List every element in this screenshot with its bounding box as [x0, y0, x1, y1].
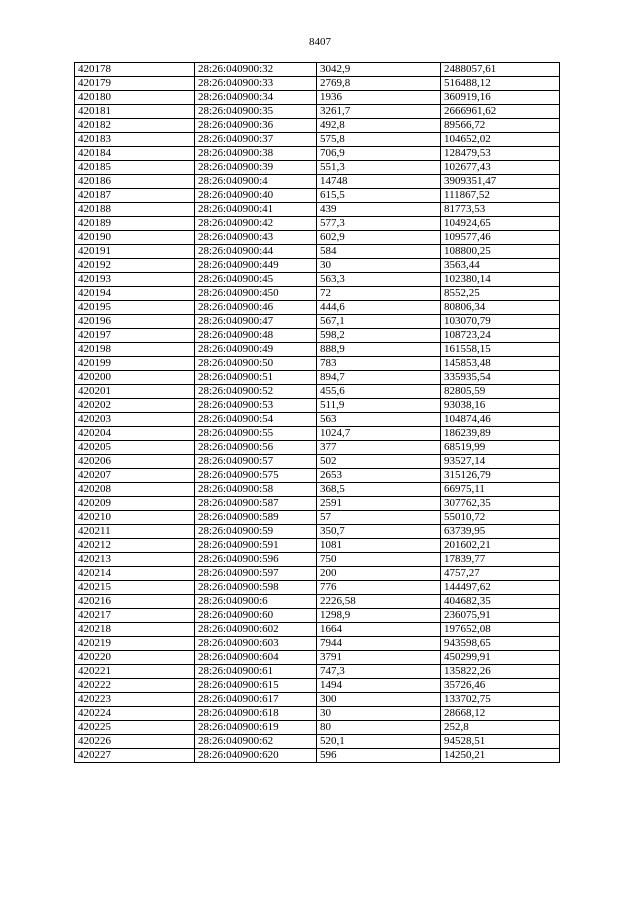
- table-row: [75, 343, 560, 357]
- value-cell: 14250,21: [441, 749, 560, 763]
- record-number-cell: 420179: [75, 77, 195, 91]
- area-cell: 350,7: [317, 525, 441, 539]
- area-cell: 575,8: [317, 133, 441, 147]
- area-cell: 80: [317, 721, 441, 735]
- cadastral-number-cell: 28:26:040900:46: [195, 301, 317, 315]
- cadastral-number-cell: 28:26:040900:54: [195, 413, 317, 427]
- value-cell: 360919,16: [441, 91, 560, 105]
- value-cell: 307762,35: [441, 497, 560, 511]
- record-number-cell: 420181: [75, 105, 195, 119]
- record-number-cell: 420200: [75, 371, 195, 385]
- table-row: [75, 721, 560, 735]
- area-cell: 615,5: [317, 189, 441, 203]
- area-cell: 776: [317, 581, 441, 595]
- table-row: [75, 259, 560, 273]
- table-row: [75, 735, 560, 749]
- value-cell: 111867,52: [441, 189, 560, 203]
- area-cell: 551,3: [317, 161, 441, 175]
- value-cell: 28668,12: [441, 707, 560, 721]
- record-number-cell: 420216: [75, 595, 195, 609]
- record-number-cell: 420226: [75, 735, 195, 749]
- cadastral-number-cell: 28:26:040900:57: [195, 455, 317, 469]
- area-cell: 783: [317, 357, 441, 371]
- cadastral-number-cell: 28:26:040900:587: [195, 497, 317, 511]
- value-cell: 66975,11: [441, 483, 560, 497]
- record-number-cell: 420195: [75, 301, 195, 315]
- area-cell: 598,2: [317, 329, 441, 343]
- value-cell: 103070,79: [441, 315, 560, 329]
- record-number-cell: 420209: [75, 497, 195, 511]
- cadastral-number-cell: 28:26:040900:58: [195, 483, 317, 497]
- value-cell: 2488057,61: [441, 63, 560, 77]
- value-cell: 108723,24: [441, 329, 560, 343]
- cadastral-number-cell: 28:26:040900:52: [195, 385, 317, 399]
- table-row: [75, 315, 560, 329]
- table-row: [75, 665, 560, 679]
- record-number-cell: 420180: [75, 91, 195, 105]
- record-number-cell: 420227: [75, 749, 195, 763]
- cadastral-number-cell: 28:26:040900:61: [195, 665, 317, 679]
- table-row: [75, 511, 560, 525]
- area-cell: 567,1: [317, 315, 441, 329]
- record-number-cell: 420202: [75, 399, 195, 413]
- value-cell: 81773,53: [441, 203, 560, 217]
- table-row: [75, 273, 560, 287]
- record-number-cell: 420221: [75, 665, 195, 679]
- area-cell: 520,1: [317, 735, 441, 749]
- record-number-cell: 420208: [75, 483, 195, 497]
- table-row: [75, 413, 560, 427]
- table-row: [75, 427, 560, 441]
- value-cell: 315126,79: [441, 469, 560, 483]
- cadastral-table: [74, 62, 560, 763]
- value-cell: 94528,51: [441, 735, 560, 749]
- cadastral-number-cell: 28:26:040900:60: [195, 609, 317, 623]
- area-cell: 368,5: [317, 483, 441, 497]
- record-number-cell: 420203: [75, 413, 195, 427]
- table-row: [75, 441, 560, 455]
- cadastral-number-cell: 28:26:040900:43: [195, 231, 317, 245]
- table-row: [75, 357, 560, 371]
- record-number-cell: 420178: [75, 63, 195, 77]
- record-number-cell: 420212: [75, 539, 195, 553]
- value-cell: 3563,44: [441, 259, 560, 273]
- area-cell: 577,3: [317, 217, 441, 231]
- table-row: [75, 371, 560, 385]
- value-cell: 161558,15: [441, 343, 560, 357]
- table-row: [75, 497, 560, 511]
- value-cell: 109577,46: [441, 231, 560, 245]
- table-row: [75, 245, 560, 259]
- table-row: [75, 329, 560, 343]
- area-cell: 377: [317, 441, 441, 455]
- cadastral-number-cell: 28:26:040900:45: [195, 273, 317, 287]
- cadastral-number-cell: 28:26:040900:51: [195, 371, 317, 385]
- value-cell: 145853,48: [441, 357, 560, 371]
- table-row: [75, 679, 560, 693]
- cadastral-number-cell: 28:26:040900:40: [195, 189, 317, 203]
- cadastral-number-cell: 28:26:040900:41: [195, 203, 317, 217]
- table-row: [75, 651, 560, 665]
- area-cell: 30: [317, 707, 441, 721]
- area-cell: 1024,7: [317, 427, 441, 441]
- table-row: [75, 623, 560, 637]
- cadastral-number-cell: 28:26:040900:44: [195, 245, 317, 259]
- table-body: [75, 63, 560, 763]
- area-cell: 439: [317, 203, 441, 217]
- area-cell: 2769,8: [317, 77, 441, 91]
- cadastral-number-cell: 28:26:040900:49: [195, 343, 317, 357]
- table-row: [75, 189, 560, 203]
- table-row: [75, 707, 560, 721]
- table-row: [75, 469, 560, 483]
- cadastral-number-cell: 28:26:040900:34: [195, 91, 317, 105]
- cadastral-number-cell: 28:26:040900:48: [195, 329, 317, 343]
- cadastral-number-cell: 28:26:040900:55: [195, 427, 317, 441]
- record-number-cell: 420186: [75, 175, 195, 189]
- area-cell: 1494: [317, 679, 441, 693]
- record-number-cell: 420213: [75, 553, 195, 567]
- record-number-cell: 420201: [75, 385, 195, 399]
- value-cell: 93527,14: [441, 455, 560, 469]
- table-row: [75, 581, 560, 595]
- table-row: [75, 693, 560, 707]
- value-cell: 35726,46: [441, 679, 560, 693]
- value-cell: 2666961,62: [441, 105, 560, 119]
- cadastral-number-cell: 28:26:040900:615: [195, 679, 317, 693]
- value-cell: 104652,02: [441, 133, 560, 147]
- record-number-cell: 420219: [75, 637, 195, 651]
- area-cell: 511,9: [317, 399, 441, 413]
- cadastral-number-cell: 28:26:040900:620: [195, 749, 317, 763]
- area-cell: 455,6: [317, 385, 441, 399]
- area-cell: 750: [317, 553, 441, 567]
- table-row: [75, 595, 560, 609]
- area-cell: 602,9: [317, 231, 441, 245]
- table-row: [75, 77, 560, 91]
- value-cell: 4757,27: [441, 567, 560, 581]
- table-row: [75, 147, 560, 161]
- cadastral-number-cell: 28:26:040900:596: [195, 553, 317, 567]
- record-number-cell: 420190: [75, 231, 195, 245]
- table-row: [75, 749, 560, 763]
- area-cell: 3261,7: [317, 105, 441, 119]
- cadastral-number-cell: 28:26:040900:33: [195, 77, 317, 91]
- table-row: [75, 483, 560, 497]
- record-number-cell: 420199: [75, 357, 195, 371]
- area-cell: 444,6: [317, 301, 441, 315]
- cadastral-number-cell: 28:26:040900:36: [195, 119, 317, 133]
- area-cell: 72: [317, 287, 441, 301]
- record-number-cell: 420194: [75, 287, 195, 301]
- record-number-cell: 420225: [75, 721, 195, 735]
- table-row: [75, 217, 560, 231]
- value-cell: 68519,99: [441, 441, 560, 455]
- record-number-cell: 420222: [75, 679, 195, 693]
- table-row: [75, 399, 560, 413]
- cadastral-number-cell: 28:26:040900:603: [195, 637, 317, 651]
- area-cell: 894,7: [317, 371, 441, 385]
- value-cell: 93038,16: [441, 399, 560, 413]
- cadastral-number-cell: 28:26:040900:53: [195, 399, 317, 413]
- table-row: [75, 161, 560, 175]
- area-cell: 706,9: [317, 147, 441, 161]
- cadastral-number-cell: 28:26:040900:619: [195, 721, 317, 735]
- cadastral-number-cell: 28:26:040900:38: [195, 147, 317, 161]
- area-cell: 3042,9: [317, 63, 441, 77]
- cadastral-number-cell: 28:26:040900:604: [195, 651, 317, 665]
- area-cell: 7944: [317, 637, 441, 651]
- record-number-cell: 420215: [75, 581, 195, 595]
- record-number-cell: 420188: [75, 203, 195, 217]
- area-cell: 888,9: [317, 343, 441, 357]
- table-row: [75, 301, 560, 315]
- table-row: [75, 287, 560, 301]
- cadastral-number-cell: 28:26:040900:39: [195, 161, 317, 175]
- area-cell: 596: [317, 749, 441, 763]
- value-cell: 102677,43: [441, 161, 560, 175]
- cadastral-number-cell: 28:26:040900:6: [195, 595, 317, 609]
- value-cell: 516488,12: [441, 77, 560, 91]
- record-number-cell: 420207: [75, 469, 195, 483]
- area-cell: 14748: [317, 175, 441, 189]
- cadastral-number-cell: 28:26:040900:37: [195, 133, 317, 147]
- table-row: [75, 385, 560, 399]
- value-cell: 404682,35: [441, 595, 560, 609]
- record-number-cell: 420205: [75, 441, 195, 455]
- table-row: [75, 63, 560, 77]
- table-row: [75, 91, 560, 105]
- table-row: [75, 539, 560, 553]
- cadastral-number-cell: 28:26:040900:4: [195, 175, 317, 189]
- area-cell: 1298,9: [317, 609, 441, 623]
- cadastral-number-cell: 28:26:040900:450: [195, 287, 317, 301]
- value-cell: 80806,34: [441, 301, 560, 315]
- record-number-cell: 420182: [75, 119, 195, 133]
- record-number-cell: 420223: [75, 693, 195, 707]
- value-cell: 55010,72: [441, 511, 560, 525]
- value-cell: 104924,65: [441, 217, 560, 231]
- value-cell: 128479,53: [441, 147, 560, 161]
- table-row: [75, 525, 560, 539]
- table-row: [75, 609, 560, 623]
- area-cell: 563: [317, 413, 441, 427]
- cadastral-number-cell: 28:26:040900:618: [195, 707, 317, 721]
- table-row: [75, 119, 560, 133]
- value-cell: 89566,72: [441, 119, 560, 133]
- cadastral-number-cell: 28:26:040900:47: [195, 315, 317, 329]
- cadastral-number-cell: 28:26:040900:35: [195, 105, 317, 119]
- value-cell: 108800,25: [441, 245, 560, 259]
- cadastral-number-cell: 28:26:040900:56: [195, 441, 317, 455]
- value-cell: 252,8: [441, 721, 560, 735]
- record-number-cell: 420220: [75, 651, 195, 665]
- value-cell: 197652,08: [441, 623, 560, 637]
- value-cell: 82805,59: [441, 385, 560, 399]
- record-number-cell: 420198: [75, 343, 195, 357]
- cadastral-number-cell: 28:26:040900:50: [195, 357, 317, 371]
- area-cell: 2591: [317, 497, 441, 511]
- record-number-cell: 420184: [75, 147, 195, 161]
- table-row: [75, 231, 560, 245]
- table-row: [75, 133, 560, 147]
- record-number-cell: 420204: [75, 427, 195, 441]
- cadastral-number-cell: 28:26:040900:42: [195, 217, 317, 231]
- cadastral-number-cell: 28:26:040900:602: [195, 623, 317, 637]
- table-row: [75, 455, 560, 469]
- area-cell: 300: [317, 693, 441, 707]
- area-cell: 584: [317, 245, 441, 259]
- area-cell: 1081: [317, 539, 441, 553]
- value-cell: 450299,91: [441, 651, 560, 665]
- area-cell: 57: [317, 511, 441, 525]
- cadastral-number-cell: 28:26:040900:617: [195, 693, 317, 707]
- cadastral-number-cell: 28:26:040900:591: [195, 539, 317, 553]
- cadastral-number-cell: 28:26:040900:597: [195, 567, 317, 581]
- cadastral-number-cell: 28:26:040900:449: [195, 259, 317, 273]
- record-number-cell: 420224: [75, 707, 195, 721]
- value-cell: 133702,75: [441, 693, 560, 707]
- value-cell: 104874,46: [441, 413, 560, 427]
- value-cell: 8552,25: [441, 287, 560, 301]
- area-cell: 200: [317, 567, 441, 581]
- record-number-cell: 420183: [75, 133, 195, 147]
- record-number-cell: 420197: [75, 329, 195, 343]
- record-number-cell: 420192: [75, 259, 195, 273]
- table-row: [75, 105, 560, 119]
- value-cell: 3909351,47: [441, 175, 560, 189]
- record-number-cell: 420214: [75, 567, 195, 581]
- record-number-cell: 420185: [75, 161, 195, 175]
- table-row: [75, 175, 560, 189]
- record-number-cell: 420217: [75, 609, 195, 623]
- table-row: [75, 637, 560, 651]
- value-cell: 102380,14: [441, 273, 560, 287]
- record-number-cell: 420193: [75, 273, 195, 287]
- cadastral-number-cell: 28:26:040900:62: [195, 735, 317, 749]
- record-number-cell: 420211: [75, 525, 195, 539]
- record-number-cell: 420218: [75, 623, 195, 637]
- record-number-cell: 420206: [75, 455, 195, 469]
- record-number-cell: 420187: [75, 189, 195, 203]
- value-cell: 236075,91: [441, 609, 560, 623]
- value-cell: 135822,26: [441, 665, 560, 679]
- record-number-cell: 420196: [75, 315, 195, 329]
- value-cell: 144497,62: [441, 581, 560, 595]
- record-number-cell: 420189: [75, 217, 195, 231]
- value-cell: 186239,89: [441, 427, 560, 441]
- area-cell: 1936: [317, 91, 441, 105]
- table-row: [75, 203, 560, 217]
- value-cell: 201602,21: [441, 539, 560, 553]
- area-cell: 30: [317, 259, 441, 273]
- value-cell: 17839,77: [441, 553, 560, 567]
- cadastral-number-cell: 28:26:040900:598: [195, 581, 317, 595]
- area-cell: 563,3: [317, 273, 441, 287]
- area-cell: 1664: [317, 623, 441, 637]
- value-cell: 943598,65: [441, 637, 560, 651]
- cadastral-number-cell: 28:26:040900:575: [195, 469, 317, 483]
- cadastral-number-cell: 28:26:040900:32: [195, 63, 317, 77]
- record-number-cell: 420191: [75, 245, 195, 259]
- area-cell: 2226,58: [317, 595, 441, 609]
- area-cell: 2653: [317, 469, 441, 483]
- page-number: 8407: [309, 36, 331, 48]
- cadastral-number-cell: 28:26:040900:59: [195, 525, 317, 539]
- cadastral-number-cell: 28:26:040900:589: [195, 511, 317, 525]
- area-cell: 747,3: [317, 665, 441, 679]
- value-cell: 63739,95: [441, 525, 560, 539]
- value-cell: 335935,54: [441, 371, 560, 385]
- table-row: [75, 553, 560, 567]
- area-cell: 492,8: [317, 119, 441, 133]
- table-row: [75, 567, 560, 581]
- area-cell: 3791: [317, 651, 441, 665]
- record-number-cell: 420210: [75, 511, 195, 525]
- area-cell: 502: [317, 455, 441, 469]
